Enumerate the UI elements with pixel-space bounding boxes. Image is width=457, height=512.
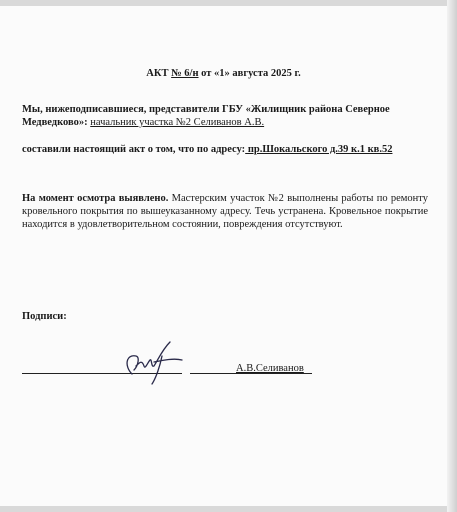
signer-name: А.В.Селиванов	[236, 363, 304, 374]
address-value: пр.Шокальского д.39 к.1 кв.52	[245, 144, 393, 155]
document-page	[0, 6, 447, 506]
signatures-label: Подписи:	[22, 311, 67, 322]
act-date: от «1» августа 2025 г.	[198, 68, 301, 79]
act-prefix: АКТ	[146, 68, 172, 79]
address-lead: составили настоящий акт о том, что по адресу:	[22, 144, 246, 155]
findings-paragraph	[22, 192, 428, 231]
handwritten-signature	[118, 336, 188, 386]
act-number: № 6/н	[171, 68, 199, 79]
page-edge-shadow	[447, 0, 457, 512]
intro-text: Мы, нижеподписавшиеся, представители ГБУ «Жилищник района Северное Медведково»:	[22, 104, 390, 128]
findings-body: Мастерским участок №2 выполнены работы по ремонту кровельного покрытия по вышеуказанному адресу. Течь устранена. Кровельное покрытие находится в удовлетворительном состоянии, повреждения отсутствуют.	[22, 193, 428, 230]
address-paragraph	[22, 143, 428, 156]
findings-lead: На момент осмотра выявлено.	[22, 193, 169, 204]
intro-paragraph	[22, 103, 428, 129]
act-title	[0, 68, 447, 79]
representative-name: начальник участка №2 Селиванов А.В.	[90, 117, 265, 128]
